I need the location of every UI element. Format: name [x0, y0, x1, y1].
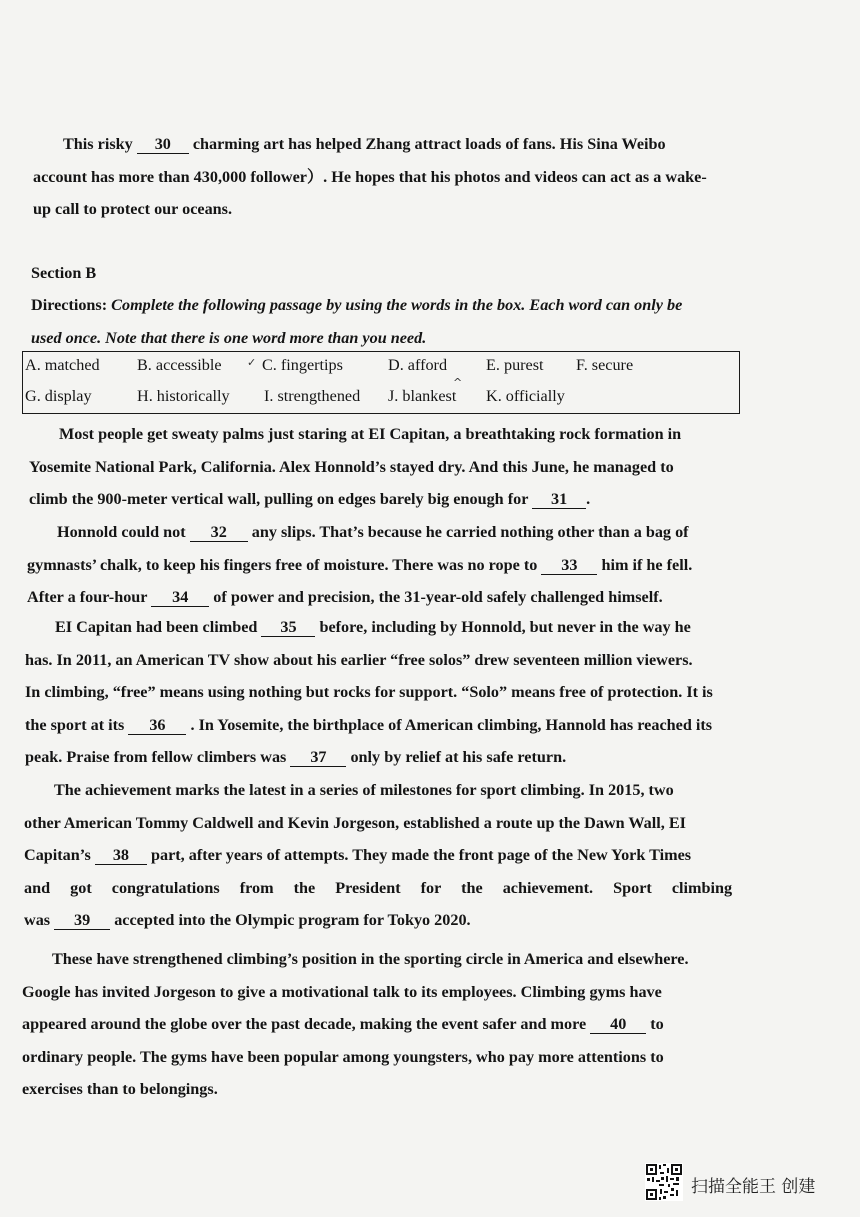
pen-mark: ^ [453, 376, 463, 389]
text-line: has. In 2011, an American TV show about his earlier “free solos” drew seventeen million viewers. [25, 650, 693, 669]
word-option-b: B. accessible [137, 356, 222, 374]
word-option-e: E. purest [486, 356, 544, 374]
answer-blank-33: 33 [541, 556, 597, 575]
word-option-g: G. display [25, 387, 92, 405]
text-line: ordinary people. The gyms have been popular among youngsters, who pay more attentions to [22, 1047, 664, 1066]
answer-blank-34: 34 [151, 588, 209, 607]
text-line: account has more than 430,000 follower）. He hopes that his photos and videos can act as a wake- [33, 167, 707, 186]
answer-blank-40: 40 [590, 1015, 646, 1034]
answer-blank-31: 31 [532, 490, 586, 509]
text-line: Google has invited Jorgeson to give a motivational talk to its employees. Climbing gyms have [22, 982, 662, 1001]
word-option-a: A. matched [25, 356, 100, 374]
answer-blank-38: 38 [95, 846, 147, 865]
text-line: After a four-hour 34 of power and precision, the 31-year-old safely challenged himself. [27, 588, 663, 607]
text-line: Honnold could not 32 any slips. That’s because he carried nothing other than a bag of [57, 523, 689, 541]
text-line: Capitan’s 38 part, after years of attempts. They made the front page of the New York Times [24, 846, 692, 865]
directions-text: Complete the following passage by using the words in the box. Each word can only be [111, 296, 683, 314]
word-option-k: K. officially [486, 387, 565, 405]
word-option-f: F. secure [576, 356, 634, 374]
text-line: the sport at its 36 . In Yosemite, the birthplace of American climbing, Hannold has reached its [25, 715, 713, 734]
text-line: climb the 900-meter vertical wall, pulling on edges barely big enough for 31 . [29, 490, 591, 509]
word-option-d: D. afford [388, 356, 448, 374]
directions-label: Directions: [31, 296, 108, 314]
text-line: Most people get sweaty palms just staring at EI Capitan, a breathtaking rock formation in [59, 425, 682, 443]
answer-blank-36: 36 [128, 716, 186, 735]
text-line: The achievement marks the latest in a series of milestones for sport climbing. In 2015, two [54, 781, 674, 799]
word-option-i: I. strengthened [264, 387, 361, 405]
answer-blank-35: 35 [261, 618, 315, 637]
answer-blank-32: 32 [190, 523, 248, 542]
text-line: and got congratulations from the President for the achievement. Sport climbing [24, 878, 733, 897]
section-title: Section B [31, 264, 97, 282]
text-line: Yosemite National Park, California. Alex Honnold’s stayed dry. And this June, he managed to [29, 457, 674, 476]
text-line: appeared around the globe over the past decade, making the event safer and more 40 to [22, 1015, 664, 1034]
directions [31, 289, 731, 354]
text-line: This risky 30 charming art has helped Zhang attract loads of fans. His Sina Weibo [63, 135, 666, 153]
qr-code-icon [645, 1163, 683, 1201]
watermark-text: 扫描全能王 创建 [691, 1177, 816, 1197]
paragraph-2 [27, 516, 735, 614]
paragraph-5 [22, 943, 740, 1106]
word-box [22, 351, 740, 414]
text-line: peak. Praise from fellow climbers was 37 only by relief at his safe return. [25, 748, 567, 767]
word-option-j: J. blankest [388, 387, 457, 405]
word-option-c: C. fingertips [262, 356, 343, 374]
text-line: EI Capitan had been climbed 35 before, including by Honnold, but never in the way he [55, 618, 691, 636]
paragraph-3 [25, 611, 737, 774]
text-line: gymnasts’ chalk, to keep his fingers free of moisture. There was no rope to 33 him if he fell. [27, 555, 693, 574]
text-line: These have strengthened climbing’s position in the sporting circle in America and elsewhere. [52, 950, 689, 968]
answer-blank-37: 37 [290, 748, 346, 767]
directions-text: used once. Note that there is one word more than you need. [31, 328, 427, 347]
word-option-h: H. historically [137, 387, 230, 405]
text-line: exercises than to belongings. [22, 1080, 218, 1099]
answer-blank-39: 39 [54, 911, 110, 930]
text-line: other American Tommy Caldwell and Kevin Jorgeson, established a route up the Dawn Wall, EI [24, 813, 686, 832]
paragraph-1 [29, 418, 733, 516]
text-line: was 39 accepted into the Olympic program for Tokyo 2020. [24, 911, 471, 930]
text-line: up call to protect our oceans. [33, 200, 233, 219]
answer-blank-30: 30 [137, 135, 189, 154]
paragraph-4 [24, 774, 738, 937]
pen-tick-mark: ✓ [247, 356, 257, 369]
text-line: In climbing, “free” means using nothing but rocks for support. “Solo” means free of protection. It is [25, 683, 713, 702]
intro-paragraph [33, 128, 729, 226]
